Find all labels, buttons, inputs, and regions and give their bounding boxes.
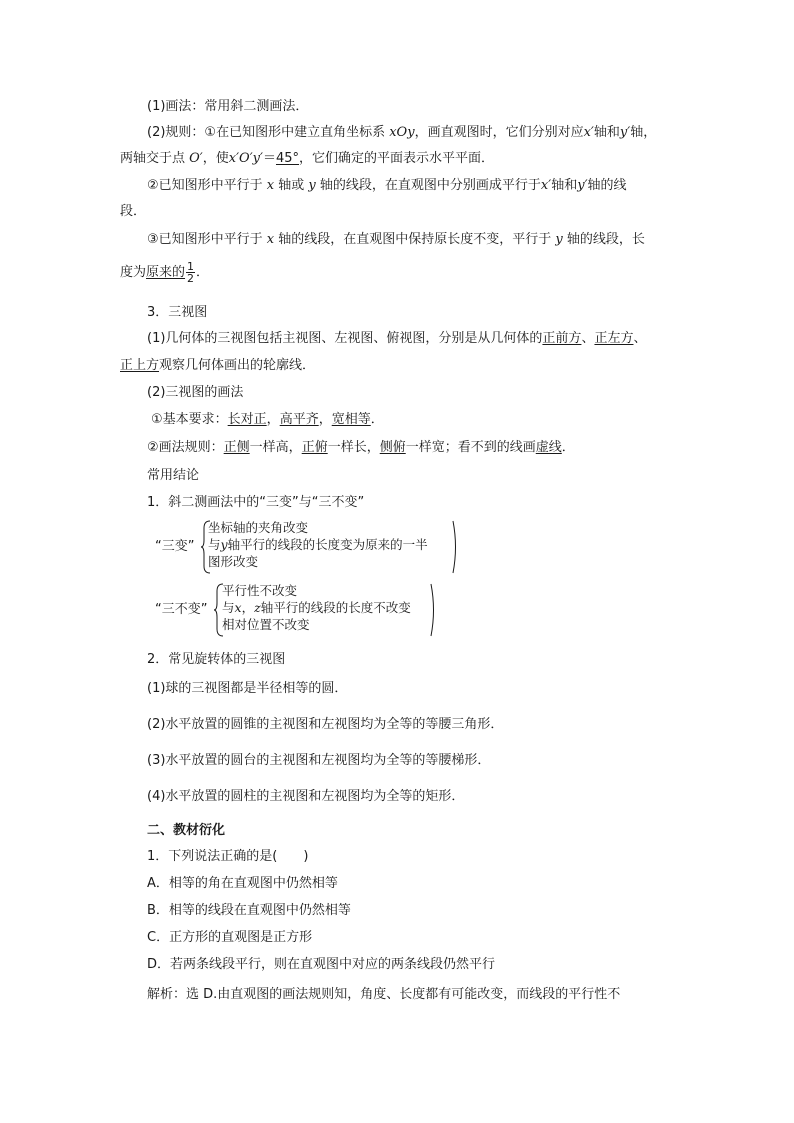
text-run: 、 (581, 331, 595, 346)
angle-value: 45° (275, 151, 300, 166)
text-run: 轴的线段，长 (562, 232, 645, 247)
text-run: 度为 (120, 265, 147, 280)
rotation-body-1: (1)球的三视图都是半径相等的圆． (147, 681, 348, 696)
text-run: ①在已知图形中建立直角坐标系 (204, 125, 390, 140)
question-1: 1．下列说法正确的是( ) (147, 849, 309, 864)
fraction-numerator: 1 (187, 260, 195, 273)
rotation-body-2: (2)水平放置的圆锥的主视图和左视图均为全等的等腰三角形． (147, 717, 504, 732)
rule-3-line-2 (120, 261, 209, 284)
fraction-denominator: 2 (187, 272, 195, 285)
underlined-answer: 虚线 (535, 440, 562, 455)
brace-item: 平行性不改变 (222, 583, 298, 598)
conclusion-1-heading: 1．斜二测画法中的“三变”与“三不变” (147, 495, 365, 510)
item-text: 常用斜二测画法． (204, 99, 309, 114)
rule-2-line-1 (147, 177, 627, 195)
text-run: ②已知图形中平行于 (147, 178, 267, 193)
conclusion-2-heading: 2．常见旋转体的三视图 (147, 652, 286, 667)
right-paren-icon (452, 520, 460, 574)
drawing-rules-line (147, 439, 575, 457)
brace-item (208, 537, 428, 553)
text-run: 轴的线段，在直观图中保持原长度不变，平行于 (274, 232, 556, 247)
text-run: ． (561, 440, 575, 455)
text-run: 轴和 (551, 178, 578, 193)
rule-3-line-1 (147, 231, 645, 249)
underlined-answer: 正前方 (542, 331, 582, 346)
section-3-heading: 3．三视图 (147, 305, 208, 320)
rule-2-line-2: 段． (120, 204, 147, 219)
text-run: 原来的 (146, 265, 186, 280)
underlined-answer: 正左方 (594, 331, 634, 346)
text-run: ． (370, 412, 384, 427)
text-run: 一样高， (249, 440, 302, 455)
common-conclusions-heading: 常用结论 (147, 468, 200, 483)
answer-explanation: 解析：选 D.由直观图的画法规则知，角度、长度都有可能改变，而线段的平行性不 (147, 987, 621, 1002)
text-run: 观察几何体画出的轮廓线． (159, 358, 316, 373)
rotation-body-3: (3)水平放置的圆台的主视图和左视图均为全等的等腰梯形． (147, 753, 491, 768)
math-xoy: xOy (389, 125, 415, 140)
text-run: 、 (633, 331, 647, 346)
option-a: A．相等的角在直观图中仍然相等 (147, 876, 338, 891)
option-b: B．相等的线段在直观图中仍然相等 (147, 903, 351, 918)
basic-requirement-line (151, 411, 384, 429)
text-run: 与 (222, 600, 235, 615)
math-o-prime: O′ (189, 151, 203, 166)
section-2-heading: 二、教材衍化 (147, 823, 226, 838)
underlined-answer: 高平齐 (279, 412, 319, 427)
math-y: y (308, 178, 316, 193)
text-run: ①基本要求： (151, 412, 228, 427)
text-run: 一样长， (327, 440, 380, 455)
math-y-prime: y′ (577, 178, 588, 193)
underlined-answer: 长对正 (227, 412, 267, 427)
text-run: 轴和 (593, 125, 620, 140)
math-y: y (555, 232, 563, 247)
three-changes-label: “三变” (155, 539, 195, 554)
brace-item: 相对位置不改变 (222, 617, 310, 632)
underlined-answer (146, 260, 196, 285)
underlined-answer: 正俯 (301, 440, 328, 455)
text-run: 轴的线 (587, 178, 627, 193)
math-x-prime: x′ (583, 125, 594, 140)
text-run: ＝ (262, 151, 276, 166)
text-run: ，它们确定的平面表示水平平面． (299, 151, 495, 166)
text-run: ，画直观图时，它们分别对应 (414, 125, 584, 140)
option-c: C．正方形的直观图是正方形 (147, 930, 313, 945)
item-label: (1)画法： (147, 99, 205, 114)
underlined-answer: 宽相等 (331, 412, 371, 427)
text-run: 轴的线段，在直观图中分别画成平行于 (315, 178, 541, 193)
text-run: 轴， (630, 125, 657, 140)
text-run: ， (266, 412, 280, 427)
text-run: ③已知图形中平行于 (147, 232, 267, 247)
text-run: (1)几何体的三视图包括主视图、左视图、俯视图，分别是从几何体的 (147, 331, 543, 346)
text-run: ，使 (202, 151, 229, 166)
option-d: D．若两条线段平行，则在直观图中对应的两条线段仍然平行 (147, 957, 496, 972)
three-views-line-1 (147, 330, 646, 348)
underlined-answer: 侧俯 (379, 440, 406, 455)
fraction-half (186, 261, 195, 284)
math-y-prime: y′ (619, 125, 631, 140)
text-run: ②画法规则： (147, 440, 224, 455)
text-run: 两轴交于点 (120, 151, 190, 166)
text-run: 一样宽；看不到的线画 (405, 440, 536, 455)
math-x: x (266, 178, 275, 193)
rules-line-2 (120, 150, 494, 168)
math-x: x (234, 600, 242, 615)
three-invariants-label: “三不变” (155, 602, 208, 617)
underlined-answer: 正侧 (223, 440, 250, 455)
brace-item: 图形改变 (208, 554, 259, 569)
brace-item (222, 600, 411, 616)
math-x: x (266, 232, 275, 247)
math-x-prime: x′ (540, 178, 552, 193)
item-label: (2)规则： (147, 125, 205, 140)
drawing-of-views-heading: (2)三视图的画法 (147, 385, 244, 400)
text-run: 轴平行的线段的长度变为原来的一半 (227, 537, 428, 552)
text-run: ， (241, 600, 255, 615)
drawing-method-line (147, 98, 308, 116)
right-paren-icon (430, 583, 438, 637)
math-z: z (254, 600, 261, 615)
three-views-line-2 (120, 357, 315, 375)
underlined-answer: 正上方 (120, 358, 160, 373)
text-run: 轴或 (274, 178, 309, 193)
text-run: ． (196, 265, 210, 280)
math-y: y (220, 537, 228, 552)
brace-item: 坐标轴的夹角改变 (208, 520, 309, 535)
rotation-body-4: (4)水平放置的圆柱的主视图和左视图均为全等的矩形． (147, 789, 465, 804)
math-angle: x′O′y′ (228, 151, 263, 166)
text-run: 轴平行的线段的长度不改变 (260, 600, 411, 615)
text-run: ， (318, 412, 332, 427)
text-run: 与 (208, 537, 221, 552)
rules-line-1 (147, 124, 656, 142)
